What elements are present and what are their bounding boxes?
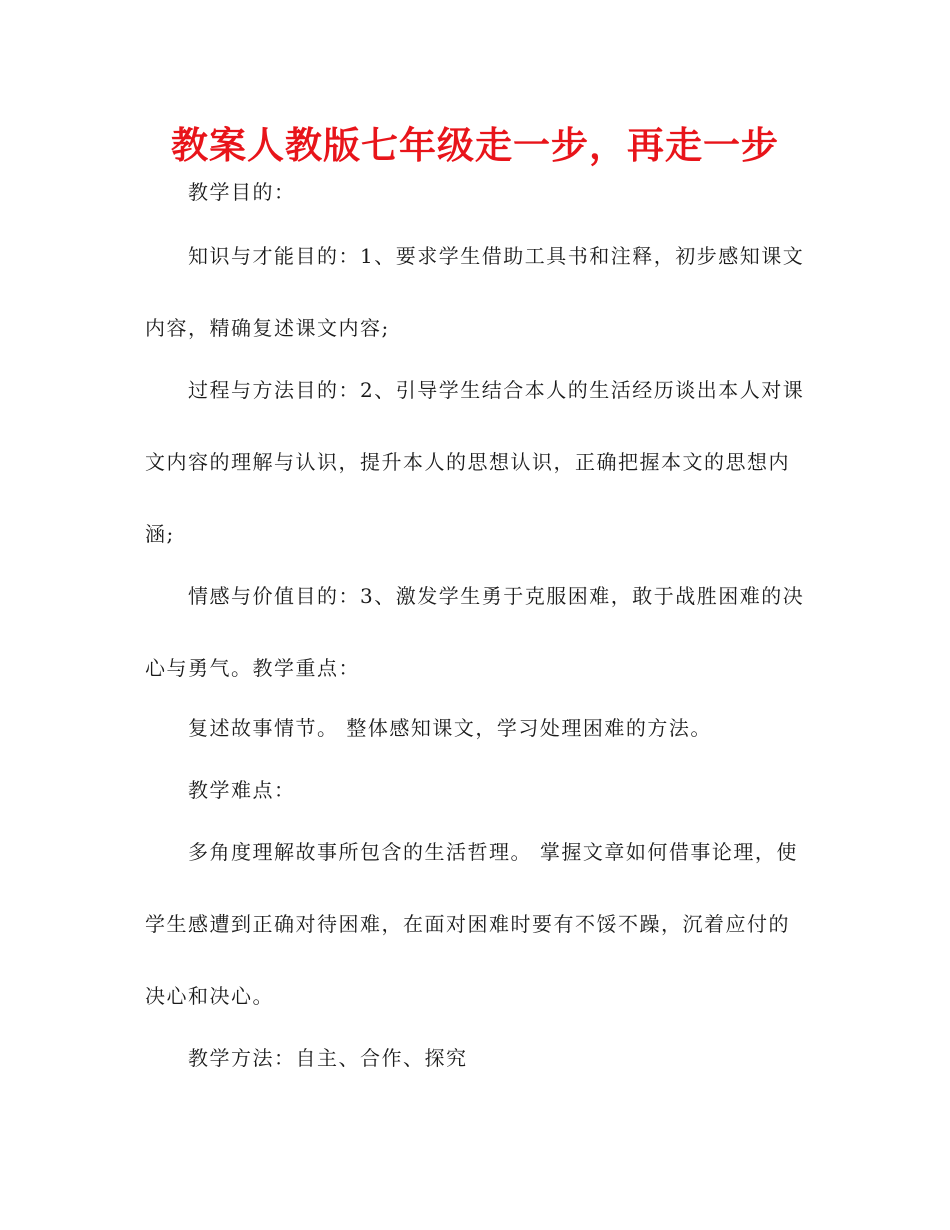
paragraph-line: 教学方法：自主、合作、探究 [188, 1046, 468, 1070]
document-title: 教案人教版七年级走一步，再走一步 [171, 124, 779, 167]
paragraph-line: 多角度理解故事所包含的生活哲理。 掌握文章如何借事论理，使 [188, 840, 798, 864]
paragraph-line: 文内容的理解与认识，提升本人的思想认识，正确把握本文的思想内 [145, 450, 790, 474]
paragraph-line: 教学目的： [188, 180, 296, 204]
paragraph-line: 情感与价值目的：3、激发学生勇于克服困难，敢于战胜困难的决 [188, 584, 805, 608]
paragraph-line: 涵; [145, 522, 175, 546]
paragraph-line: 决心和决心。 [145, 984, 274, 1008]
paragraph-line: 学生感遭到正确对待困难，在面对困难时要有不馁不躁，沉着应付的 [145, 912, 790, 936]
paragraph-line: 内容，精确复述课文内容; [145, 316, 390, 340]
paragraph-line: 复述故事情节。 整体感知课文，学习处理困难的方法。 [188, 716, 712, 740]
paragraph-line: 知识与才能目的：1、要求学生借助工具书和注释，初步感知课文 [188, 244, 805, 268]
paragraph-line: 心与勇气。教学重点： [145, 656, 360, 680]
paragraph-line: 教学难点： [188, 778, 296, 802]
paragraph-line: 过程与方法目的：2、引导学生结合本人的生活经历谈出本人对课 [188, 378, 805, 402]
